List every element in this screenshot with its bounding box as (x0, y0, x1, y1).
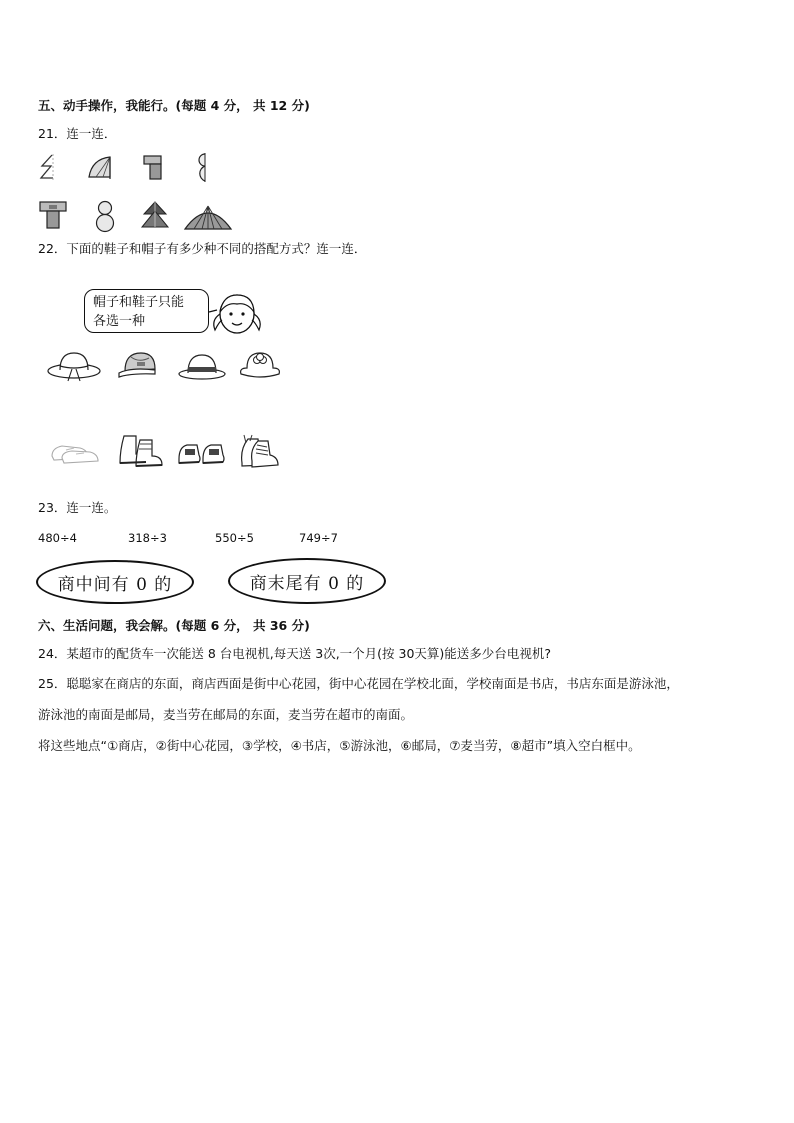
umbrella-icon (182, 203, 234, 233)
bonnet-icon (237, 348, 283, 382)
section-heading-5: 五、动手操作，我能行。(每题 4 分， 共 12 分) (38, 98, 310, 113)
cap-icon (117, 349, 163, 383)
stamp-icon (38, 199, 68, 231)
sun-hat-icon (44, 349, 104, 383)
expression-2: 318÷3 (128, 531, 167, 545)
oval-middle-zero (36, 560, 194, 604)
mountain-icon (139, 199, 171, 231)
question-23: 23．连一连。 (38, 500, 117, 515)
oval-end-zero-label: 商末尾有 0 的 (249, 573, 365, 594)
umbrella-half-icon (86, 153, 114, 181)
oval-middle-zero-label: 商中间有 0 的 (57, 574, 173, 595)
expression-3: 550÷5 (215, 531, 254, 545)
speech-bubble-line2: 各选一种 (93, 314, 146, 329)
girl-icon (207, 290, 267, 342)
section-heading-6: 六、生活问题，我会解。(每题 6 分， 共 36 分) (38, 618, 310, 633)
boot-icon (116, 432, 166, 472)
snowman-half-icon (193, 151, 211, 183)
speech-bubble (84, 289, 209, 333)
lace-up-shoe-icon (238, 433, 280, 471)
question-25-line2: 游泳池的南面是邮局，麦当劳在邮局的东面，麦当劳在超市的南面。 (38, 707, 414, 722)
question-21: 21．连一连． (38, 126, 117, 141)
fedora-icon (176, 352, 228, 382)
expression-1: 480÷4 (38, 531, 77, 545)
stamp-half-icon (141, 153, 165, 181)
sneaker-icon (175, 435, 227, 469)
speech-bubble-line1: 帽子和鞋子只能 (93, 295, 185, 310)
expression-4: 749÷7 (299, 531, 338, 545)
question-24: 24．某超市的配货车一次能送 8 台电视机,每天送 3次,一个月(按 30天算)能送多少台电视机? (38, 646, 551, 661)
snowman-icon (93, 199, 117, 233)
question-25-line3: 将这些地点“①商店，②街中心花园，③学校，④书店，⑤游泳池，⑥邮局，⑦麦当劳，⑧超市”填入空白框中。 (38, 738, 641, 753)
oval-end-zero (228, 558, 386, 604)
question-22: 22．下面的鞋子和帽子有多少种不同的搭配方式？连一连． (38, 241, 367, 256)
slipper-icon (46, 436, 102, 468)
mountain-half-icon (38, 152, 60, 182)
question-25-line1: 25．聪聪家在商店的东面，商店西面是街中心花园，街中心花园在学校北面，学校南面是书店，书店东面是游泳池， (38, 676, 679, 691)
